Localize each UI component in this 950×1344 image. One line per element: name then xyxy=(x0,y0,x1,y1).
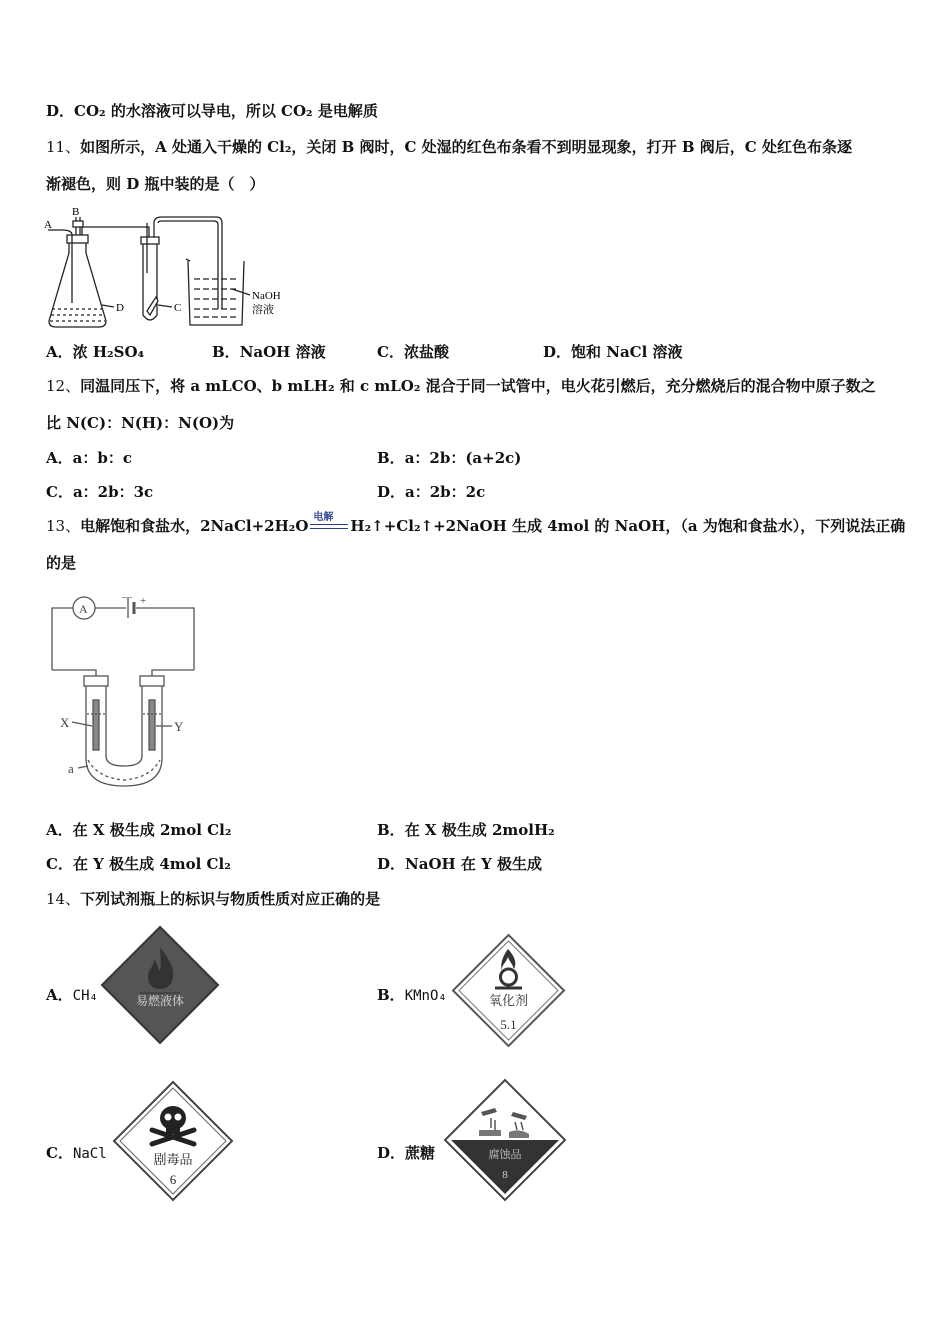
label-d: D xyxy=(116,302,124,314)
option-text: 在 X 极生成 2mol Cl₂ xyxy=(72,821,232,839)
flammable-liquid-sign xyxy=(100,925,220,1045)
question-number: 14、 xyxy=(46,890,81,908)
option-text: 饱和 NaCl 溶液 xyxy=(571,343,683,361)
oxidizer-sign xyxy=(451,933,566,1048)
question-number: 12、 xyxy=(46,377,81,395)
x-electrode-label: X xyxy=(60,715,70,730)
q11-option-c[interactable] xyxy=(377,342,449,362)
label-solution: 溶液 xyxy=(252,304,274,316)
option-label: C． xyxy=(46,1144,73,1162)
option-text: NaOH 溶液 xyxy=(239,343,326,361)
option-label: A． xyxy=(46,986,73,1004)
sign-text: 易燃液体 xyxy=(135,994,185,1008)
q13-option-a[interactable] xyxy=(46,820,231,840)
question-stem-cont: 的是 xyxy=(46,554,77,572)
q12-option-a[interactable] xyxy=(46,448,132,468)
question-stem: 同温同压下，将 a mLCO、b mLH₂ 和 c mLO₂ 混合于同一试管中，电火花引燃后，充分燃烧后的混合物中原子数之 xyxy=(80,377,876,395)
option-text: 浓 H₂SO₄ xyxy=(72,343,145,361)
option-label: C． xyxy=(46,855,73,873)
corrosive-sign xyxy=(443,1078,567,1202)
sign-text: 氧化剂 xyxy=(488,993,529,1008)
q12-stem-line2 xyxy=(46,413,234,433)
q14-option-c[interactable] xyxy=(46,1143,107,1164)
option-label: B． xyxy=(377,821,405,839)
arrow-label: 电解 xyxy=(313,512,334,523)
q11-apparatus-figure xyxy=(44,203,294,331)
option-label: B． xyxy=(377,449,405,467)
q13-option-c[interactable] xyxy=(46,854,231,874)
q14-option-b[interactable] xyxy=(377,985,447,1006)
option-text: CO₂ 的水溶液可以导电，所以 CO₂ 是电解质 xyxy=(74,102,378,120)
option-text: a：2b：(a+2c) xyxy=(404,449,522,467)
option-label: D． xyxy=(377,483,406,501)
y-electrode-label: Y xyxy=(174,719,184,734)
option-text: KMnO₄ xyxy=(404,988,447,1004)
q12-option-b[interactable] xyxy=(377,448,521,468)
sign-number: 6 xyxy=(169,1172,177,1187)
option-text: NaCl xyxy=(72,1146,107,1162)
q11-option-a[interactable] xyxy=(46,342,144,362)
q11-stem-line2 xyxy=(46,174,264,194)
sign-text: 腐蚀品 xyxy=(488,1149,522,1161)
option-text: 浓盐酸 xyxy=(403,343,449,361)
q13-electrolysis-figure xyxy=(48,590,208,795)
option-label: B． xyxy=(212,343,240,361)
question-stem-cont: 渐褪色，则 D 瓶中装的是（ ） xyxy=(46,175,265,193)
q12-option-c[interactable] xyxy=(46,482,153,502)
q13-stem-line2 xyxy=(46,553,76,573)
option-text: a：2b：3c xyxy=(72,483,154,501)
question-stem: 电解饱和食盐水，2NaCl+2H₂O xyxy=(80,517,309,535)
question-number: 11、 xyxy=(46,138,81,156)
option-text: 蔗糖 xyxy=(405,1144,436,1162)
ammeter-label: A xyxy=(79,602,88,616)
q14-stem xyxy=(46,889,380,909)
q12-stem-line1 xyxy=(46,376,876,396)
label-a: A xyxy=(44,219,52,231)
solution-a-label: a xyxy=(68,761,74,776)
label-c: C xyxy=(174,302,182,314)
question-stem: 如图所示，A 处通入干燥的 Cl₂，关闭 B 阀时，C 处湿的红色布条看不到明显现象，打开 B 阀后，C 处红色布条逐 xyxy=(80,138,852,156)
q13-option-b[interactable] xyxy=(377,820,555,840)
option-label: C． xyxy=(46,483,73,501)
option-text: NaOH 在 Y 极生成 xyxy=(405,855,543,873)
sign-number: 8 xyxy=(502,1169,508,1181)
q11-option-d[interactable] xyxy=(543,342,683,362)
option-text: 在 Y 极生成 4mol Cl₂ xyxy=(72,855,231,873)
label-b: B xyxy=(72,206,80,218)
toxic-sign xyxy=(112,1080,234,1202)
plus-label: + xyxy=(140,595,147,607)
minus-label: — xyxy=(122,592,132,603)
option-label: D． xyxy=(543,343,572,361)
option-label: B． xyxy=(377,986,405,1004)
q12-option-d[interactable] xyxy=(377,482,485,502)
q14-option-d[interactable] xyxy=(377,1143,435,1163)
sign-number: 5.1 xyxy=(500,1017,517,1032)
question-stem-b: H₂↑+Cl₂↑+2NaOH 生成 4mol 的 NaOH，（a 为饱和食盐水），下列说法正确 xyxy=(350,517,906,535)
option-text: a：2b：2c xyxy=(405,483,486,501)
q14-option-a[interactable] xyxy=(46,985,98,1006)
option-text: a：b：c xyxy=(72,449,132,467)
option-label: D． xyxy=(377,855,406,873)
q13-stem-line1 xyxy=(46,512,906,536)
question-stem-cont: 比 N(C)：N(H)：N(O)为 xyxy=(46,414,235,432)
sign-text: 剧毒品 xyxy=(153,1152,193,1167)
q11-stem-line1 xyxy=(46,137,852,157)
q13-option-d[interactable] xyxy=(377,854,542,874)
option-label: D． xyxy=(377,1144,406,1162)
label-naoh: NaOH xyxy=(252,290,281,302)
electrolysis-arrow xyxy=(310,512,348,536)
option-label: C． xyxy=(377,343,404,361)
option-text: CH₄ xyxy=(72,988,98,1004)
q10-option-d xyxy=(46,101,378,121)
option-label: A． xyxy=(46,821,73,839)
option-text: 在 X 极生成 2molH₂ xyxy=(404,821,555,839)
q11-option-b[interactable] xyxy=(212,342,326,362)
option-label: D． xyxy=(46,102,75,120)
question-stem: 下列试剂瓶上的标识与物质性质对应正确的是 xyxy=(80,890,381,908)
option-label: A． xyxy=(46,449,73,467)
option-label: A． xyxy=(46,343,73,361)
question-number: 13、 xyxy=(46,517,81,535)
